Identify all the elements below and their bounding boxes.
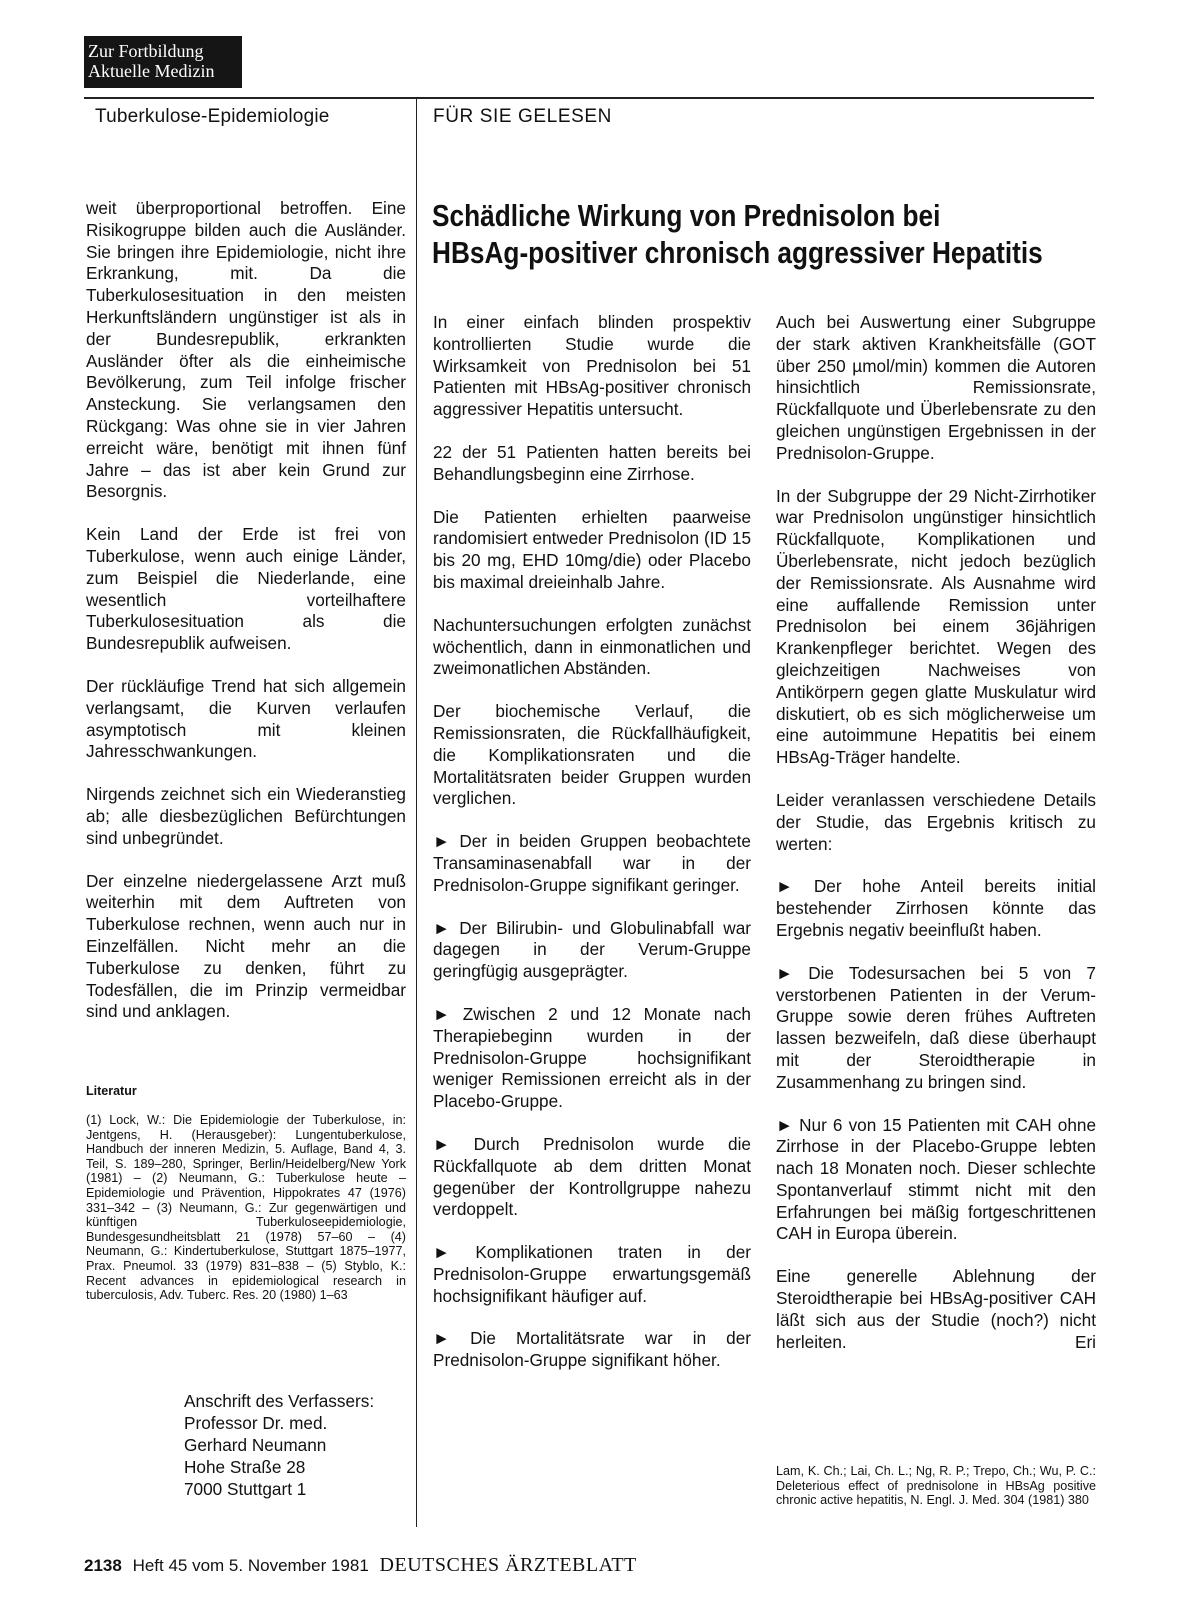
address-line: Hohe Straße 28 [184,1457,306,1477]
article-paragraph: Auch bei Auswertung einer Subgruppe der stark aktiven Krankheitsfälle (GOT über 250 µmol/min) kommen die Autoren hinsichtlich Remissionsrate, Rückfallquote und Überlebensrate zu den gleichen ungünstigen Ergebnissen in der Prednisolon-Gruppe. [776,312,1096,463]
literature-heading: Literatur [86,1084,137,1098]
right-section-title: FÜR SIE GELESEN [433,106,612,127]
column-divider [416,97,417,1527]
issue-info: Heft 45 vom 5. November 1981 [132,1556,369,1575]
left-paragraph: weit überproportional betroffen. Eine Risikogruppe bilden auch die Ausländer. Sie bringen ihre Epidemiologie, nicht ihre Erkrankung, mit. Da die Tuberkulosesituation in den meisten Herkunftsländern ungünstiger ist als in der Bundesrepublik, erkrankten Ausländer öfter als die einheimische Bevölkerung, zum Teil infolge frischer Ansteckung. Sie verlangsamen den Rückgang: Was ohne sie in vier Jahren erreicht wäre, benötigt mit ihnen fünf Jahre – das ist aber kein Grund zur Besorgnis. [86,198,406,502]
closing-text: Eine generelle Ablehnung der Steroidtherapie bei HBsAg-positiver CAH läßt sich aus der Studie (noch?) nicht herleiten. [776,1266,1096,1352]
literature-list: (1) Lock, W.: Die Epidemiologie der Tuberkulose, in: Jentgens, H. (Herausgeber): Lungentuberkulose, Handbuch der inneren Medizin, 5. Auflage, Band 4, 3. Teil, S. 189–280, Springer, Berlin/Heidelberg/New York (1981) – (2) Neumann, G.: Tuberkulose heute – Epidemiologie und Prävention, Hippokrates 47 (1976) 331–342 – (3) Neumann, G.: Zur gegenwärtigen und künftigen Tuberkuloseepidemiologie, Bundesgesundheitsblatt 21 (1978) 57–60 – (4) Neumann, G.: Kindertuberkulose, Stuttgart 1875–1977, Prax. Pneumol. 33 (1979) 831–838 – (5) Styblo, K.: Recent advances in epidemiological research in tuberculosis, Adv. Tuberc. Res. 20 (1980) 1–63 [86,1113,406,1303]
badge-line-1: Zur Fortbildung [88,41,204,61]
section-badge [84,36,242,88]
article-right-column [776,312,1096,1374]
left-paragraph: Der rückläufige Trend hat sich allgemein verlangsamt, die Kurven verlaufen asymptotisch mit kleinen Jahresschwankungen. [86,675,406,762]
article-bullet: ► Zwischen 2 und 12 Monate nach Therapiebeginn wurden in der Prednisolon-Gruppe hochsignifikant weniger Remissionen erreicht als in der Placebo-Gruppe. [433,1003,751,1112]
left-section-title: Tuberkulose-Epidemiologie [95,106,330,127]
article-bullet: ► Der Bilirubin- und Globulinabfall war dagegen in der Verum-Gruppe geringfügig ausgeprägter. [433,917,751,982]
article-middle-column [433,312,751,1393]
article-paragraph: In der Subgruppe der 29 Nicht-Zirrhotiker war Prednisolon ungünstiger hinsichtlich Rückfallquote, Komplikationen und Überlebensrate, nicht jedoch bezüglich der Remissionsrate. Als Ausnahme wird eine auffallende Remission unter Prednisolon bei einem 36jährigen Krankenpfleger berichtet. Wegen des gleichzeitigen Nachweises von Antikörpern gegen glatte Muskulatur wird diskutiert, ob es sich möglicherweise um eine autoimmune Hepatitis bei einem HBsAg-Träger handelte. [776,485,1096,768]
address-line: Gerhard Neumann [184,1435,327,1455]
address-line: Professor Dr. med. [184,1413,328,1433]
article-bullet: ► Nur 6 von 15 Patienten mit CAH ohne Zirrhose in der Placebo-Gruppe lebten nach 18 Monaten noch. Dieser schlechte Spontanverlauf stimmt nicht mit den Erfahrungen bei mäßig fortgeschrittenen CAH in Europa überein. [776,1114,1096,1244]
journal-name: DEUTSCHES ÄRZTEBLATT [379,1554,637,1576]
headline-line-1: Schädliche Wirkung von Prednisolon bei [432,199,941,233]
article-bullet: ► Durch Prednisolon wurde die Rückfallquote ab dem dritten Monat gegenüber der Kontrollgruppe nahezu verdoppelt. [433,1133,751,1220]
left-paragraph: Nirgends zeichnet sich ein Wiederanstieg ab; alle diesbezüglichen Befürchtungen sind unbegründet. [86,784,406,848]
article-bullet: ► Die Todesursachen bei 5 von 7 verstorbenen Patienten in der Verum-Gruppe sowie deren frühes Auftreten lassen bezweifeln, daß diese überhaupt mit der Steroidtherapie in Zusammenhang zu bringen sind. [776,962,1096,1092]
author-address [184,1390,416,1500]
article-bullet: ► Der hohe Anteil bereits initial bestehender Zirrhosen könnte das Ergebnis negativ beeinflußt haben. [776,876,1096,940]
author-signature: Eri [1074,1331,1096,1352]
article-paragraph: Der biochemische Verlauf, die Remissionsraten, die Rückfallhäufigkeit, die Komplikationsraten und die Mortalitätsraten beider Gruppen wurden verglichen. [433,701,751,809]
article-paragraph: 22 der 51 Patienten hatten bereits bei Behandlungsbeginn eine Zirrhose. [433,441,751,484]
article-paragraph: Die Patienten erhielten paarweise randomisiert entweder Prednisolon (ID 15 bis 20 mg, EHD 10mg/die) oder Placebo bis maximal dreieinhalb Jahre. [433,506,751,592]
address-line: Anschrift des Verfassers: [184,1391,375,1411]
article-bullet: ► Der in beiden Gruppen beobachtete Transaminasenabfall war in der Prednisolon-Gruppe signifikant geringer. [433,831,751,895]
left-paragraph: Der einzelne niedergelassene Arzt muß weiterhin mit dem Auftreten von Tuberkulose rechnen, wenn auch nur in Einzelfällen. Nicht mehr an die Tuberkulose zu denken, führt zu Todesfällen, die im Prinzip vermeidbar sind und anklagen. [86,870,406,1022]
left-column [86,198,406,1044]
article-bullet: ► Die Mortalitätsrate war in der Prednisolon-Gruppe signifikant höher. [433,1328,751,1371]
closing-paragraph [776,1266,1096,1353]
badge-line-2: Aktuelle Medizin [88,61,215,81]
article-reference: Lam, K. Ch.; Lai, Ch. L.; Ng, R. P.; Trepo, Ch.; Wu, P. C.: Deleterious effect of prednisolone in HBsAg positive chronic active hepatitis, N. Engl. J. Med. 304 (1981) 380 [776,1464,1096,1508]
article-paragraph: Leider veranlassen verschiedene Details der Studie, das Ergebnis kritisch zu werten: [776,789,1096,854]
top-rule [84,97,1094,99]
article-bullet: ► Komplikationen traten in der Prednisolon-Gruppe erwartungsgemäß hochsignifikant häufiger auf. [433,1242,751,1306]
left-paragraph: Kein Land der Erde ist frei von Tuberkulose, wenn auch einige Länder, zum Beispiel die Niederlande, eine wesentlich vorteilhaftere Tuberkulosesituation als die Bundesrepublik aufweisen. [86,524,406,654]
page-footer [84,1554,637,1577]
headline-line-2: HBsAg-positiver chronisch aggressiver Hepatitis [432,236,1043,270]
page-number: 2138 [84,1556,122,1575]
article-paragraph: In einer einfach blinden prospektiv kontrollierten Studie wurde die Wirksamkeit von Prednisolon bei 51 Patienten mit HBsAg-positiver chronisch aggressiver Hepatitis untersucht. [433,312,751,420]
article-paragraph: Nachuntersuchungen erfolgten zunächst wöchentlich, dann in einmonatlichen und zweimonatlichen Abständen. [433,614,751,679]
address-line: 7000 Stuttgart 1 [184,1479,307,1499]
article-headline [432,198,1043,272]
